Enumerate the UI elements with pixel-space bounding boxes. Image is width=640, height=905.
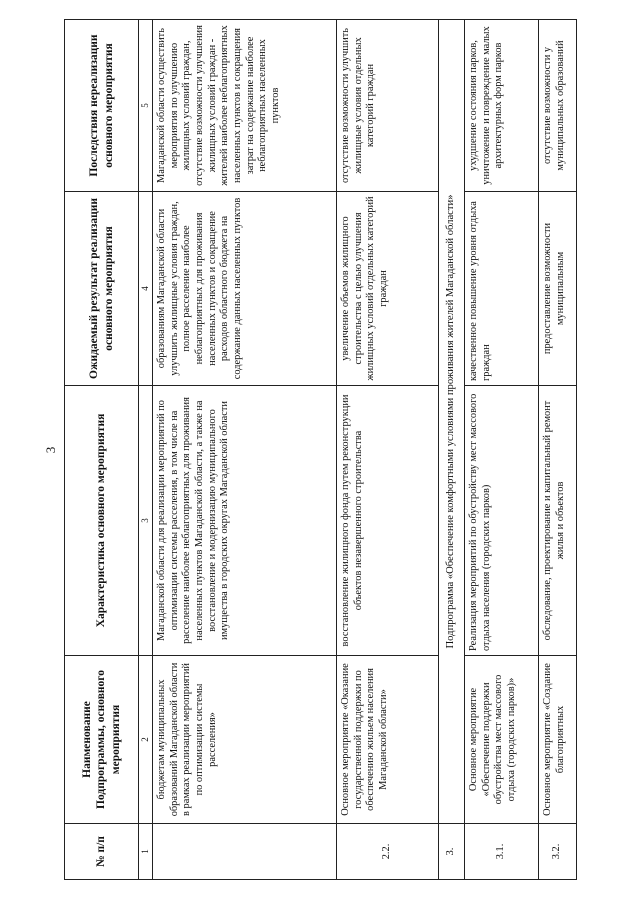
- row-result: увеличение объемов жилищного строительства с целью улучшения жилищных условий отдельных категорий граждан: [336, 192, 438, 386]
- row-num: [152, 824, 336, 880]
- table-row: [464, 20, 538, 880]
- column-number: 1: [139, 824, 153, 880]
- row-consequence: отсутствие возможности у муниципальных образований: [538, 20, 576, 192]
- header-row: [65, 20, 139, 880]
- row-consequence: Магаданской области осуществить мероприятия по улучшению жилищных условий граждан, отсутствие возможности улучшения жилищных условий граждан - жителей наиболее неблагоприятных населенных пунктов и сокращения затрат на содержание наиболее неблагоприятных населенных пунктов: [152, 20, 336, 192]
- row-characteristic: восстановление жилищного фонда путем реконструкции объектов незавершенного строительства: [336, 386, 438, 656]
- measures-table: [64, 19, 577, 880]
- row-characteristic: обследование, проектирование и капитальный ремонт жилья и объектов: [538, 386, 576, 656]
- row-result: образованиям Магаданской области улучшить жилищные условия граждан, полное расселение наиболее неблагоприятных для проживания населенных пунктов и сокращение расходов областного бюджета на содержание данных населенных пунктов: [152, 192, 336, 386]
- row-name: бюджетам муниципальных образований Магаданской области в рамках реализации мероприятий по оптимизации системы расселения»: [152, 656, 336, 824]
- page-number: 3: [43, 446, 58, 454]
- row-result: качественное повышение уровня отдыха граждан: [464, 192, 538, 386]
- subprogram-num: 3.: [438, 824, 464, 880]
- subprogram-title: Подпрограмма «Обеспечение комфортными условиями проживания жителей Магаданской области»: [438, 20, 464, 824]
- header-result: Ожидаемый результат реализации основного мероприятия: [65, 192, 139, 386]
- table-row: [538, 20, 576, 880]
- column-number: 5: [139, 20, 153, 192]
- column-number: 2: [139, 656, 153, 824]
- row-result: предоставление возможности муниципальным: [538, 192, 576, 386]
- column-number: 4: [139, 192, 153, 386]
- table-row: [152, 20, 336, 880]
- row-consequence: ухудшение состояния парков, уничтожение и повреждение малых архитектурных форм парков: [464, 20, 538, 192]
- row-characteristic: Реализация мероприятий по обустройству мест массового отдыха населения (городских парков): [464, 386, 538, 656]
- column-number-row: [139, 20, 153, 880]
- column-number: 3: [139, 386, 153, 656]
- header-name: Наименование Подпрограммы, основного мероприятия: [65, 656, 139, 824]
- header-characteristic: Характеристика основного мероприятия: [65, 386, 139, 656]
- row-num: 2.2.: [336, 824, 438, 880]
- header-consequence: Последствия нереализации основного мероприятия: [65, 20, 139, 192]
- row-consequence: отсутствие возможности улучшить жилищные условия отдельных категорий граждан: [336, 20, 438, 192]
- row-name: Основное мероприятие «Оказание государственной поддержки по обеспечению жильем населения Магаданской области»: [336, 656, 438, 824]
- row-num: 3.2.: [538, 824, 576, 880]
- row-characteristic: Магаданской области для реализации мероприятий по оптимизации системы расселения, в том числе на расселение наиболее неблагоприятных для проживания населенных пунктов Магаданской области, а также на восстановление и модернизацию муниципального имущества в городских округах Магаданской области: [152, 386, 336, 656]
- row-num: 3.1.: [464, 824, 538, 880]
- header-num: № п/п: [65, 824, 139, 880]
- rotated-page: [40, 20, 600, 880]
- subprogram-row: [438, 20, 464, 880]
- table-row: [336, 20, 438, 880]
- row-name: Основное мероприятие «Обеспечение поддержки обустройства мест массового отдыха (городских парков)»: [464, 656, 538, 824]
- row-name: Основное мероприятие «Создание благоприятных: [538, 656, 576, 824]
